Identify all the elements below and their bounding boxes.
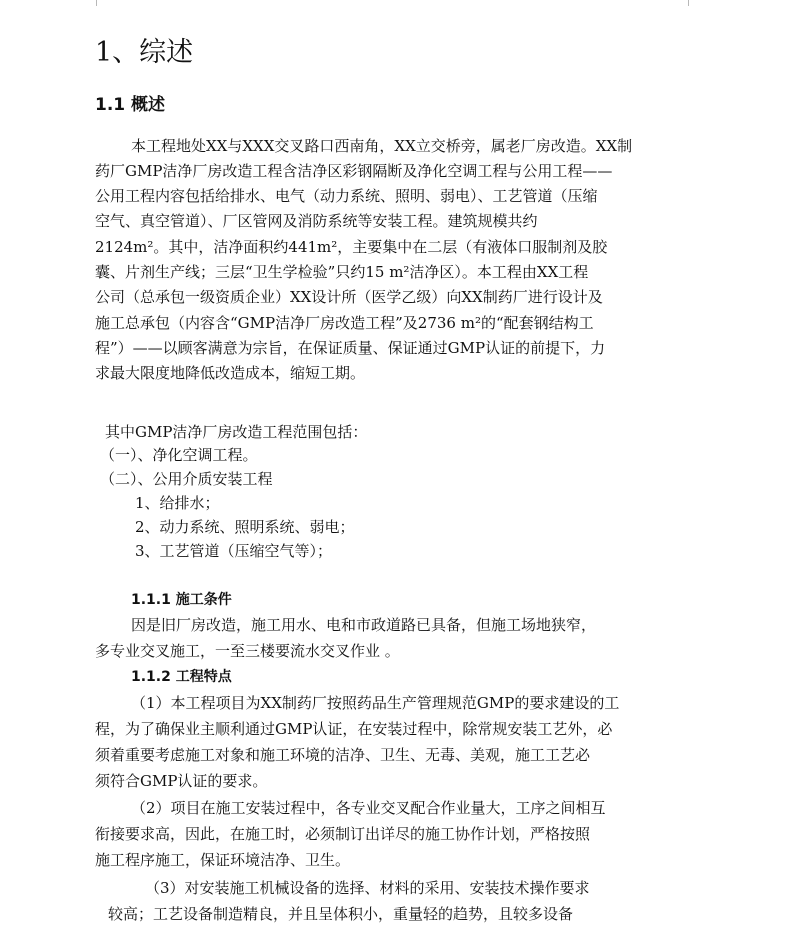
paragraph-line: 本工程地处XX与XXX交叉路口西南角，XX立交桥旁，属老厂房改造。XX制 bbox=[131, 137, 633, 155]
paragraph-line: （1）本工程项目为XX制药厂按照药品生产管理规范GMP的要求建设的工 bbox=[131, 694, 620, 712]
paragraph-line: 囊、片剂生产线；三层“卫生学检验”只约15 m²洁净区）。本工程由XX工程 bbox=[95, 263, 589, 281]
section-heading-1: 1、综述 bbox=[95, 37, 194, 68]
paragraph-line: 须着重要考虑施工对象和施工环境的洁净、卫生、无毒、美观，施工工艺必 bbox=[95, 746, 591, 764]
paragraph-line: 施工总承包（内容含“GMP洁净厂房改造工程”及2736 m²的“配套钢结构工 bbox=[95, 314, 594, 332]
paragraph-line: 公用工程内容包括给排水、电气（动力系统、照明、弱电）、工艺管道（压缩 bbox=[95, 187, 598, 205]
paragraph-line: 衔接要求高，因此，在施工时，必须制订出详尽的施工协作计划，严格按照 bbox=[95, 825, 591, 843]
scope-item: （一）、净化空调工程。 bbox=[100, 446, 258, 464]
scope-subitem: 1、给排水； bbox=[135, 494, 220, 512]
paragraph-line: （2）项目在施工安装过程中，各专业交叉配合作业量大，工序之间相互 bbox=[131, 799, 606, 817]
section-heading-1-1: 1.1 概述 bbox=[95, 95, 166, 115]
scope-intro: 其中GMP洁净厂房改造工程范围包括： bbox=[105, 423, 368, 441]
page-corner-mark-right bbox=[688, 0, 689, 6]
paragraph-line: 程，为了确保业主顺利通过GMP认证，在安装过程中，除常规安装工艺外，必 bbox=[95, 720, 613, 738]
scope-item: （二）、公用介质安装工程 bbox=[100, 470, 273, 488]
paragraph-line: 施工程序施工，保证环境洁净、卫生。 bbox=[95, 851, 351, 869]
section-heading-1-1-2: 1.1.2 工程特点 bbox=[131, 669, 232, 685]
paragraph-line: （3）对安装施工机械设备的选择、材料的采用、安装技术操作要求 bbox=[145, 879, 590, 897]
paragraph-line: 多专业交叉施工，一至三楼要流水交叉作业 。 bbox=[95, 642, 400, 660]
scope-subitem: 3、工艺管道（压缩空气等）； bbox=[135, 542, 333, 560]
paragraph-line: 2124m²。其中，洁净面积约441m²，主要集中在二层（有液体口服制剂及胶 bbox=[95, 238, 608, 256]
paragraph-line: 程”）——以顾客满意为宗旨，在保证质量、保证通过GMP认证的前提下，力 bbox=[95, 339, 606, 357]
paragraph-line: 因是旧厂房改造，施工用水、电和市政道路已具备，但施工场地狭窄， bbox=[131, 616, 597, 634]
paragraph-line: 公司（总承包一级资质企业）XX设计所（医学乙级）向XX制药厂进行设计及 bbox=[95, 288, 603, 306]
page-corner-mark-left bbox=[96, 0, 97, 6]
paragraph-line: 较高；工艺设备制造精良，并且呈体积小，重量轻的趋势，且较多设备 bbox=[108, 905, 574, 923]
paragraph-line: 求最大限度地降低改造成本，缩短工期。 bbox=[95, 364, 366, 382]
paragraph-line: 药厂GMP洁净厂房改造工程含洁净区彩钢隔断及净化空调工程与公用工程—— bbox=[95, 162, 613, 180]
scope-subitem: 2、动力系统、照明系统、弱电； bbox=[135, 518, 355, 536]
paragraph-line: 空气、真空管道）、厂区管网及消防系统等安装工程。建筑规模共约 bbox=[95, 212, 538, 230]
paragraph-line: 须符合GMP认证的要求。 bbox=[95, 772, 268, 790]
section-heading-1-1-1: 1.1.1 施工条件 bbox=[131, 592, 232, 608]
